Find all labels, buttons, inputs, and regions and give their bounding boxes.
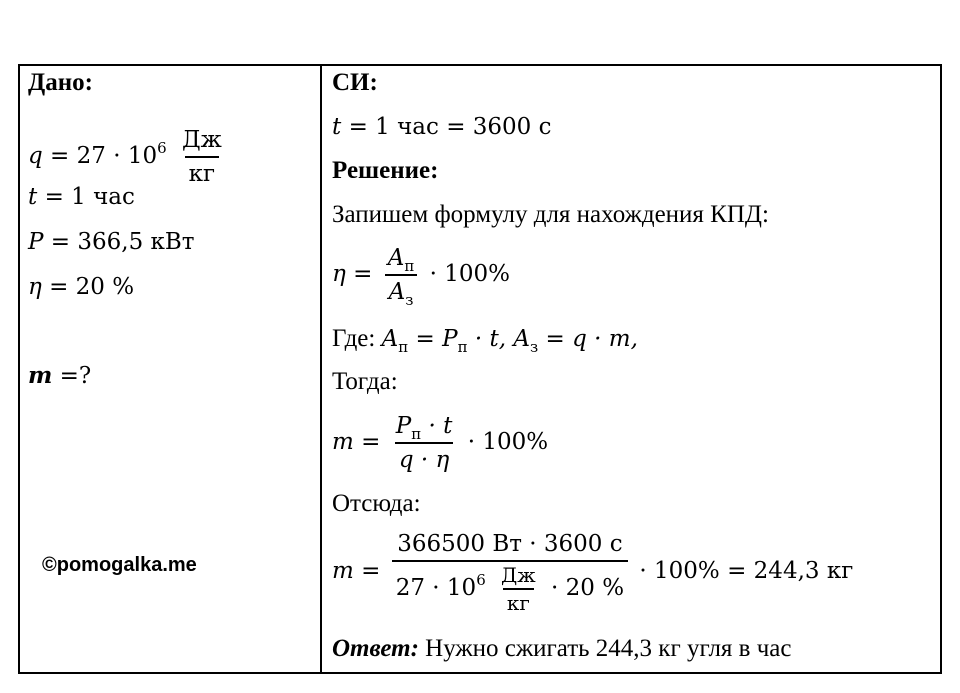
answer-line: Ответ: Нужно сжигать 244,3 кг угля в час [332, 635, 792, 662]
where-line: Где: $A_п = P_п \cdot t$, $A_з = q \cdot m$, [332, 325, 638, 356]
calculation-fraction: 366500 Вт · 3600 с $27 \cdot 10^6$ $\frac{Дж}{кг}$ · 20 % [392, 530, 628, 614]
hence-label: Отсюда: [332, 490, 421, 517]
mass-fraction: $\frac{P_п \cdot t}{q \cdot \eta}$ [395, 413, 453, 473]
formula-calculation: m = 366500 Вт · 3600 с $27 \cdot 10^6$ $\frac{Дж}{кг}$ · 20 % · 100% = 244,3 кг [332, 531, 854, 615]
given-eta: η = 20 % [28, 274, 135, 300]
efficiency-fraction: $\frac{A_п}{A_з}$ [384, 244, 419, 306]
column-divider [320, 64, 322, 674]
then-label: Тогда: [332, 368, 398, 395]
given-q: $q = 27 \cdot 10^6$ $\frac{Дж}{кг}$ [28, 126, 230, 188]
given-t: t = 1 час [28, 184, 135, 210]
calc-unit-fraction: $\frac{Дж}{кг}$ [501, 563, 536, 615]
formula-efficiency: η = $\frac{A_п}{A_з}$ · 100% [332, 245, 511, 309]
solution-header: Решение: [332, 157, 439, 184]
given-column [28, 64, 318, 674]
given-P: P = 366,5 кВт [28, 229, 195, 255]
watermark: ©pomogalka.me [42, 554, 197, 576]
si-t: t = 1 час = 3600 с [332, 114, 552, 140]
solution-intro: Запишем формулу для нахождения КПД: [332, 201, 769, 228]
given-header: Дано: [28, 69, 93, 96]
q-unit-fraction: $\frac{Дж}{кг}$ [181, 127, 222, 187]
find-m: m =? [28, 362, 92, 389]
formula-mass: m = $\frac{P_п \cdot t}{q \cdot \eta}$ · 100% [332, 413, 549, 473]
si-header: СИ: [332, 69, 378, 96]
solution-column [332, 64, 932, 674]
